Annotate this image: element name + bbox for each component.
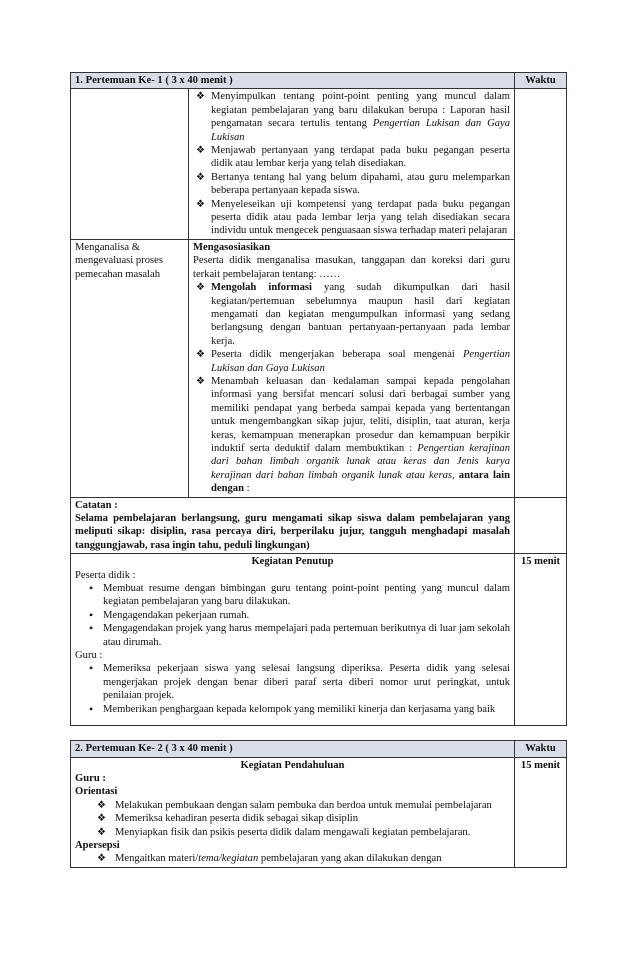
guru-label: Guru : — [75, 772, 106, 784]
empty-cell — [515, 497, 567, 554]
pendahuluan-waktu: 15 menit — [515, 757, 567, 867]
list-item: ❖ Mengaitkan materi/tema/kegiatan pembelajaran yang akan dilakukan dengan — [75, 852, 510, 865]
orientasi-label: Orientasi — [75, 786, 118, 798]
meeting-2-header: 2. Pertemuan Ke- 2 ( 3 x 40 menit ) — [71, 741, 515, 757]
list-item: ❖ Menjawab pertanyaan yang terdapat pada buku pegangan peserta didik atau lembar kerja yang telah disediakan. — [193, 144, 510, 171]
apersepsi-label: Apersepsi — [75, 839, 120, 851]
list-item: • Memberikan penghargaan kepada kelompok yang memiliki kinerja dan kerjasama yang baik — [75, 703, 510, 716]
list-item: ❖ Menyimpulkan tentang point-point penting yang muncul dalam kegiatan pembelajaran yang baru dilakukan berupa : Laporan hasil pengamatan secara tertulis tentang Pengertian Lukisan dan Gaya Lukisan — [193, 90, 510, 144]
catatan-cell — [71, 497, 515, 554]
empty-cell — [71, 89, 189, 239]
associate-intro: Peserta didik menganalisa masukan, tanggapan dan koreksi dari guru terkait pembelajaran tentang: …… — [193, 255, 511, 280]
penutup-waktu: 15 menit — [515, 554, 567, 726]
associate-title: Mengasosiasikan — [193, 241, 271, 253]
peserta-label: Peserta didik : — [75, 569, 136, 581]
guru-label: Guru : — [75, 650, 103, 662]
meeting-1-header: 1. Pertemuan Ke- 1 ( 3 x 40 menit ) — [71, 73, 515, 89]
list-item: ❖ Mengolah informasi yang sudah dikumpulkan dari hasil kegiatan/pertemuan sebelumnya maupun hasil dari kegiatan mengamati dan kegiatan mengumpulkan informasi yang sedang berlangsung dengan bantuan pertanyaan-pertanyaan pada lembar kerja. — [193, 281, 510, 348]
list-item: ❖ Menyiapkan fisik dan psikis peserta didik dalam mengawali kegiatan pembelajaran. — [75, 826, 510, 839]
penutup-title: Kegiatan Penutup — [251, 556, 334, 568]
list-item: • Mengagendakan projek yang harus mempelajari pada pertemuan berikutnya di luar jam sekolah atau dirumah. — [75, 622, 510, 649]
waktu-cell — [515, 89, 567, 497]
waktu-header: Waktu — [515, 73, 567, 89]
list-item: ❖ Memeriksa kehadiran peserta didik sebagai sikap disiplin — [75, 812, 510, 825]
pendahuluan-cell — [71, 757, 515, 867]
waktu-header: Waktu — [515, 741, 567, 757]
catatan-text: Selama pembelajaran berlangsung, guru mengamati sikap siswa dalam pembelajaran yang meliputi sikap: disiplin, rasa percaya diri, berperilaku jujur, tangguh menghadapi masalah tanggungjawab, rasa ingin tahu, peduli lingkungan) — [75, 513, 511, 551]
list-item: ❖ Melakukan pembukaan dengan salam pembuka dan berdoa untuk memulai pembelajaran — [75, 799, 510, 812]
list-item: ❖ Menambah keluasan dan kedalaman sampai kepada pengolahan informasi yang bersifat mencari solusi dari berbagai sumber yang memiliki pendapat yang berbeda sampai kepada yang bertentangan untuk mengembangkan sikap jujur, teliti, disiplin, taat aturan, kerja keras, kemampuan menerapkan prosedur dan kemampuan berpikir induktif serta deduktif dalam membuktikan : Pengertian kerajinan dari bahan limbah organik lunak atau keras dan Jenis karya kerajinan dari bahan limbah organik lunak atau keras, antara lain dengan : — [193, 375, 510, 496]
list-item: • Memeriksa pekerjaan siswa yang selesai langsung diperiksa. Peserta didik yang selesai mengerjakan projek dengan benar diberi paraf serta diberi nomor urut peringkat, untuk penilaian projek. — [75, 662, 510, 702]
meeting-2-table — [70, 740, 567, 868]
associate-cell — [189, 239, 515, 497]
pendahuluan-title: Kegiatan Pendahuluan — [240, 759, 345, 771]
document-page — [70, 72, 566, 868]
conclusion-cell — [189, 89, 515, 239]
meeting-1-table — [70, 72, 567, 726]
penutup-cell — [71, 554, 515, 726]
list-item: ❖ Menyeleseikan uji kompetensi yang terdapat pada buku pegangan peserta didik atau pada lembar lerja yang telah disediakan secara individu untuk mengecek penguasaan siswa terhadap materi pelajaran — [193, 198, 510, 238]
catatan-title: Catatan : — [75, 499, 118, 511]
list-item: • Mengagendakan pekerjaan rumah. — [75, 609, 510, 622]
activity-label: Menganalisa & mengevaluasi proses pemecahan masalah — [71, 239, 189, 497]
list-item: ❖ Bertanya tentang hal yang belum dipahami, atau guru melemparkan beberapa pertanyaan kepada siswa. — [193, 171, 510, 198]
list-item: ❖ Peserta didik mengerjakan beberapa soal mengenai Pengertian Lukisan dan Gaya Lukisan — [193, 348, 510, 375]
list-item: • Membuat resume dengan bimbingan guru tentang point-point penting yang muncul dalam kegiatan pembelajaran yang baru dilakukan. — [75, 582, 510, 609]
